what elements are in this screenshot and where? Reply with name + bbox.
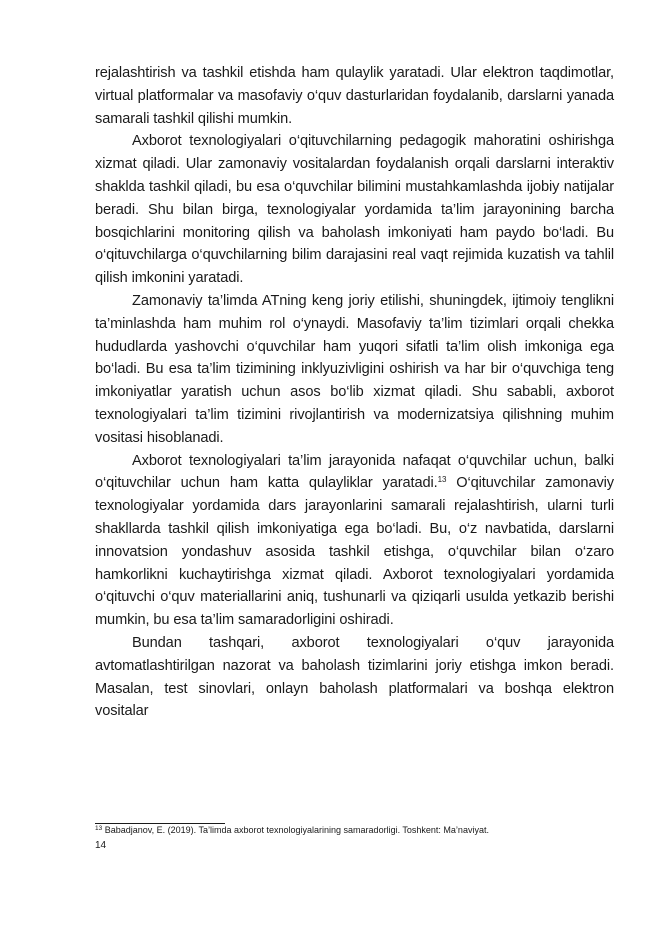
paragraph-5: Bundan tashqari, axborot texnologiyalari o‘quv jarayonida avtomatlashtirilgan nazorat va baholash tizimlarini joriy etishga imkon beradi. Masalan, test sinovlari, onlayn baholash platformalari va boshqa elektron vositalar — [95, 634, 614, 720]
footnote-marker: 13 — [95, 825, 103, 832]
document-body — [95, 62, 614, 723]
page-number: 14 — [95, 840, 107, 851]
footnote-text: Babadjanov, E. (2019). Ta’limda axborot texnologiyalarining samaradorligi. Toshkent: Ma’naviyat. — [102, 825, 489, 835]
paragraph-4 — [95, 450, 614, 632]
footnote-divider — [95, 823, 225, 824]
footnote-ref-13[interactable]: 13 — [437, 475, 447, 485]
paragraph-3: Zamonaviy ta’limda ATning keng joriy etilishi, shuningdek, ijtimoiy tenglikni ta’minlashda ham muhim rol o‘ynaydi. Masofaviy ta’lim tizimlari orqali chekka hududlarda yashovchi o‘quvchilar ham yuqori sifatli ta’lim olish imkoniga ega bo‘ladi. Bu esa ta’lim tizimining inklyuzivligini oshirish va har bir o‘quvchiga teng imkoniyatlar yaratish uchun asos bo‘lib xizmat qiladi. Shu sababli, axborot texnologiyalari ta’lim tizimini rivojlantirish va modernizatsiya qilishning muhim vositasi hisoblanadi. — [95, 292, 614, 446]
paragraph-1: rejalashtirish va tashkil etishda ham qulaylik yaratadi. Ular elektron taqdimotlar, virtual platformalar va masofaviy o‘quv dasturlaridan foydalanib, darslarni yanada samarali tashkil qilishi mumkin. — [95, 65, 614, 127]
footnote — [95, 825, 614, 836]
paragraph-4-text-after-ref: O‘qituvchilar zamonaviy texnologiyalar yordamida dars jarayonlarini samarali rejalashtirish, ularni turli shakllarda tashkil qilish imkoniyatiga ega bo‘ladi. Bu, o‘z navbatida, darslarni innovatsion yondashuv asosida tashkil etishga, o‘quvchilar bilan o‘zaro hamkorlikni kuchaytirishga xizmat qiladi. Axborot texnologiyalari yordamida o‘qituvchi o‘quv materiallarini aniq, tushunarli va qiziqarli usulda yetkazib berishi mumkin, bu esa ta’lim samaradorligini oshiradi. — [95, 475, 614, 629]
paragraph-4-text-before-ref: Axborot texnologiyalari ta’lim jarayonida nafaqat o‘quvchilar uchun, balki o‘qituvchilar uchun ham katta qulayliklar yaratadi. — [95, 452, 614, 492]
paragraph-2: Axborot texnologiyalari o‘qituvchilarning pedagogik mahoratini oshirishga xizmat qiladi. Ular zamonaviy vositalardan foydalanish orqali darslarni interaktiv shaklda tashkil qiladi, bu esa o‘quvchilar bilimini mustahkamlashda ijobiy natijalar beradi. Shu bilan birga, texnologiyalar yordamida ta’lim jarayonining barcha bosqichlarini monitoring qilish va baholash imkoniyati ham paydo bo‘ladi. Bu o‘qituvchilarga o‘quvchilarning bilim darajasini real vaqt rejimida kuzatish va tahlil qilish imkonini yaratadi. — [95, 133, 614, 287]
